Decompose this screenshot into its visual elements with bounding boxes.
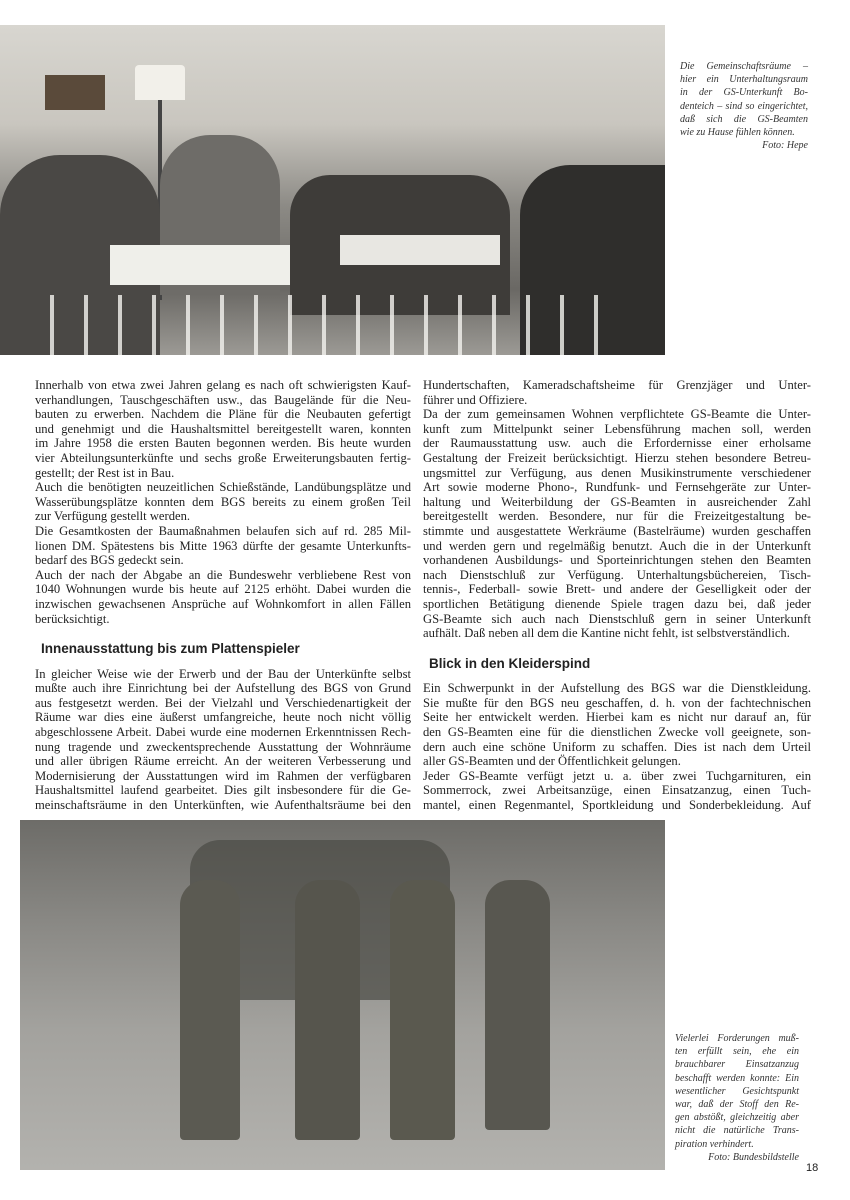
text-line: Jeder GS-Beamte verfügt jetzt u. a. über zwei Tuchgarnituren, ein <box>423 768 811 783</box>
section-heading: Innenausstattung bis zum Plattenspieler <box>41 641 300 657</box>
caption-line: beschafft werden konnte: Ein <box>675 1072 799 1084</box>
paragraph <box>423 681 811 769</box>
paragraph <box>423 769 811 813</box>
text-line: und werden gern und regelmäßig benutzt. Auch die in der Unterkunft <box>423 538 811 553</box>
text-line: der Raumausstattung usw. auch die Erfordernisse einer erholsame <box>423 436 811 451</box>
lamp-shade <box>135 65 185 100</box>
photo-uniformed-officers <box>20 820 665 1170</box>
text-line: GS-Beamte sich auch nach Dienstschluß gern in seiner Unterkunft <box>423 611 811 626</box>
text-line: Ein Schwerpunkt in der Aufstellung des BGS war die Dienstkleidung. <box>423 681 811 696</box>
text-line: kunft zum Mittelpunkt seiner Lebensführung machen soll, werden <box>423 421 811 436</box>
text-line: mußte auch ihre Einrichtung bei der Aufstellung des BGS von Grund <box>35 681 411 696</box>
caption-line: hier ein Unterhaltungsraum <box>680 74 808 86</box>
text-line: sportlichen Betätigung dienende Spiele tragen dazu bei, daß jeder <box>423 596 811 611</box>
text-line: Haushaltsmittel laufend gearbeitet. Dies gilt insbesondere für die Ge- <box>35 783 411 798</box>
text-line: Auch die benötigten neuzeitlichen Schießstände, Landübungsplätze und <box>35 480 411 495</box>
caption-line: brauchbarer Einsatzanzug <box>675 1059 799 1071</box>
caption-line: piration verhindert. <box>675 1138 754 1150</box>
text-line: mantel, einen Regenmantel, Sportkleidung und Sonderbekleidung. Auf <box>423 798 811 813</box>
text-line: bauten zu erwerben. Nachdem die Pläne für die Neubauten gefertigt <box>35 407 411 422</box>
text-line: Gestaltung der Freizeit berücksichtigt. Hierzu stehen besondere Betreu- <box>423 450 811 465</box>
caption-line: daß sich die GS-Beamten <box>680 113 808 125</box>
table-right <box>340 235 500 265</box>
text-line: bereitgestellt werden. Besondere, nur für die Freizeitgestaltung be- <box>423 509 811 524</box>
text-line: vier Abteilungsunterkünfte und sechs große Erweiterungsbauten fertig- <box>35 450 411 465</box>
text-line: bedarf des BGS gedeckt sein. <box>35 553 184 568</box>
caption-line: denteich – sind so eingerichtet, <box>680 100 808 112</box>
text-line: stimmte und ausgestattete Werkräume (Bastelräume) wurden geschaffen <box>423 523 811 538</box>
text-line: zur Verfügung gestellt werden. <box>35 509 191 524</box>
text-line: vorhandenen Ausbildungs- und Sporteinrichtungen stehen den Beamten <box>423 553 811 568</box>
text-line: führer und Offiziere. <box>423 392 528 407</box>
text-column-right <box>423 378 811 813</box>
text-line: Modernisierung der Ausstattungen wird im Rahmen der verfügbaren <box>35 768 411 783</box>
text-line: tennis-, Federball- sowie Brett- und andere der Geselligkeit oder der <box>423 582 811 597</box>
caption-line: nicht die natürliche Trans- <box>675 1125 799 1137</box>
text-line: und genehmigt und die Haushaltsmittel bereitgestellt waren, konnten <box>35 421 411 436</box>
caption-line: war, daß der Stoff den Re- <box>675 1099 799 1111</box>
text-line: verhandlungen, Tauschgeschäften usw., das Baugelände für die Neu- <box>35 392 411 407</box>
text-line: Auch der nach der Abgabe an die Bundeswehr verbliebene Rest von <box>35 567 411 582</box>
officer-4 <box>485 880 550 1130</box>
photo-common-room <box>0 25 665 355</box>
text-line: aller GS-Beamten und der Öffentlichkeit gelungen. <box>423 754 681 769</box>
text-line: Die Gesamtkosten der Baumaßnahmen belaufen sich auf rd. 285 Mil- <box>35 523 411 538</box>
text-line: Art sowie moderne Phono-, Rundfunk- und Fernsehgeräte zur Unter- <box>423 480 811 495</box>
caption-line: Die Gemeinschaftsräume – <box>680 61 808 72</box>
text-line: nung tragende und zweckentsprechende Ausstattung der Wohnräume <box>35 739 411 754</box>
table-left <box>110 245 290 285</box>
photo-credit: Foto: Hepe <box>762 140 808 152</box>
photo-credit: Foto: Bundesbildstelle <box>708 1151 799 1163</box>
paragraph <box>423 378 811 407</box>
text-line: lionen DM. Spätestens bis Mitte 1963 dürfte der gesamte Unterkunfts- <box>35 538 411 553</box>
text-line: den GS-Beamten eine für die dienstlichen Zwecke voll geeignete, son- <box>423 725 811 740</box>
text-line: Räume war dies eine äußerst umfangreiche, heute noch nicht völlig <box>35 710 411 725</box>
paragraph <box>35 568 411 626</box>
text-line: haltung und Weiterbildung der GS-Beamten in ausreichender Zahl <box>423 494 811 509</box>
caption-line: gen abstößt, gleichzeitig aber <box>675 1112 799 1124</box>
text-line: aufhält. Daß neben all dem die Kantine nicht fehlt, ist selbstverständlich. <box>423 626 790 641</box>
paragraph <box>35 378 411 480</box>
text-line: nach Dienstschluß zur Verfügung. Unterhaltungsbüchereien, Tisch- <box>423 567 811 582</box>
text-line: In gleicher Weise wie der Erwerb und der Bau der Unterkünfte selbst <box>35 666 411 681</box>
caption-line: wie zu Hause fühlen können. <box>680 127 795 139</box>
text-line: Sie mußte für den BGS neu geschaffen, d. h. von der fachtechnischen <box>423 695 811 710</box>
caption-line: Vielerlei Forderungen muß- <box>675 1033 799 1044</box>
caption-line: in der GS-Unterkunft Bo- <box>680 87 808 99</box>
officer-2 <box>295 880 360 1140</box>
text-line: inzwischen gewachsenen Ansprüche auf Wohnkomfort in allen Fällen <box>35 596 411 611</box>
text-line: dern auch eine schöne Uniform zu schaffen. Dies ist nach dem Urteil <box>423 739 811 754</box>
paragraph <box>35 524 411 568</box>
officer-3 <box>390 880 455 1140</box>
caption-line: wesentlicher Gesichtspunkt <box>675 1085 799 1097</box>
text-line: Innerhalb von etwa zwei Jahren gelang es nach oft schwierigsten Kauf- <box>35 378 411 392</box>
text-line: ungsmittel zur Verfügung, aus denen Musikinstrumente verschiedener <box>423 465 811 480</box>
radio <box>45 75 105 110</box>
text-line: Da der zum gemeinsamen Wohnen verpflichtete GS-Beamte die Unter- <box>423 407 811 422</box>
text-line: Hundertschaften, Kameradschaftsheime für Grenzjäger und Unter- <box>423 378 811 392</box>
text-line: Wasserübungsplätze konnten dem BGS bereits zu einem großen Teil <box>35 494 411 509</box>
text-line: abgeschlossene Arbeit. Dabei wurde eine modernen Erkenntnissen Rech- <box>35 725 411 740</box>
paragraph <box>35 480 411 524</box>
text-line: gestellt; der Rest ist in Bau. <box>35 465 175 480</box>
page-number: 18 <box>806 1162 819 1174</box>
text-column-left <box>35 378 411 813</box>
photo-caption-bottom <box>675 1032 799 1164</box>
text-line: und aller übrigen Räume erreicht. An der weiteren Verbesserung und <box>35 754 411 769</box>
paragraph <box>423 407 811 641</box>
caption-line: ten erfüllt sein, ehe ein <box>675 1046 799 1058</box>
paragraph <box>35 667 411 813</box>
text-line: Sommerrock, zwei Arbeitsanzüge, einen Einsatzanzug, einen Tuch- <box>423 783 811 798</box>
text-line: berücksichtigt. <box>35 611 110 626</box>
text-line: 1040 Wohnungen wurde bis heute auf 2125 erhöht. Dabei wurden die <box>35 582 411 597</box>
photo-caption-top <box>680 60 808 152</box>
text-line: im Jahre 1958 die ersten Bauten begonnen werden. Bis heute wurden <box>35 436 411 451</box>
text-line: Seite her entwickelt werden. Hierbei kam es nicht nur darauf an, für <box>423 710 811 725</box>
text-line: meinschaftsräume in den Unterkünften, wie Aufenthaltsräume bei den <box>35 798 411 813</box>
chairs <box>20 295 620 355</box>
officer-1 <box>180 880 240 1140</box>
text-line: aus festgesetzt werden. Bei der Vielzahl und Verschiedenartigkeit der <box>35 695 411 710</box>
section-heading: Blick in den Kleiderspind <box>429 655 591 671</box>
